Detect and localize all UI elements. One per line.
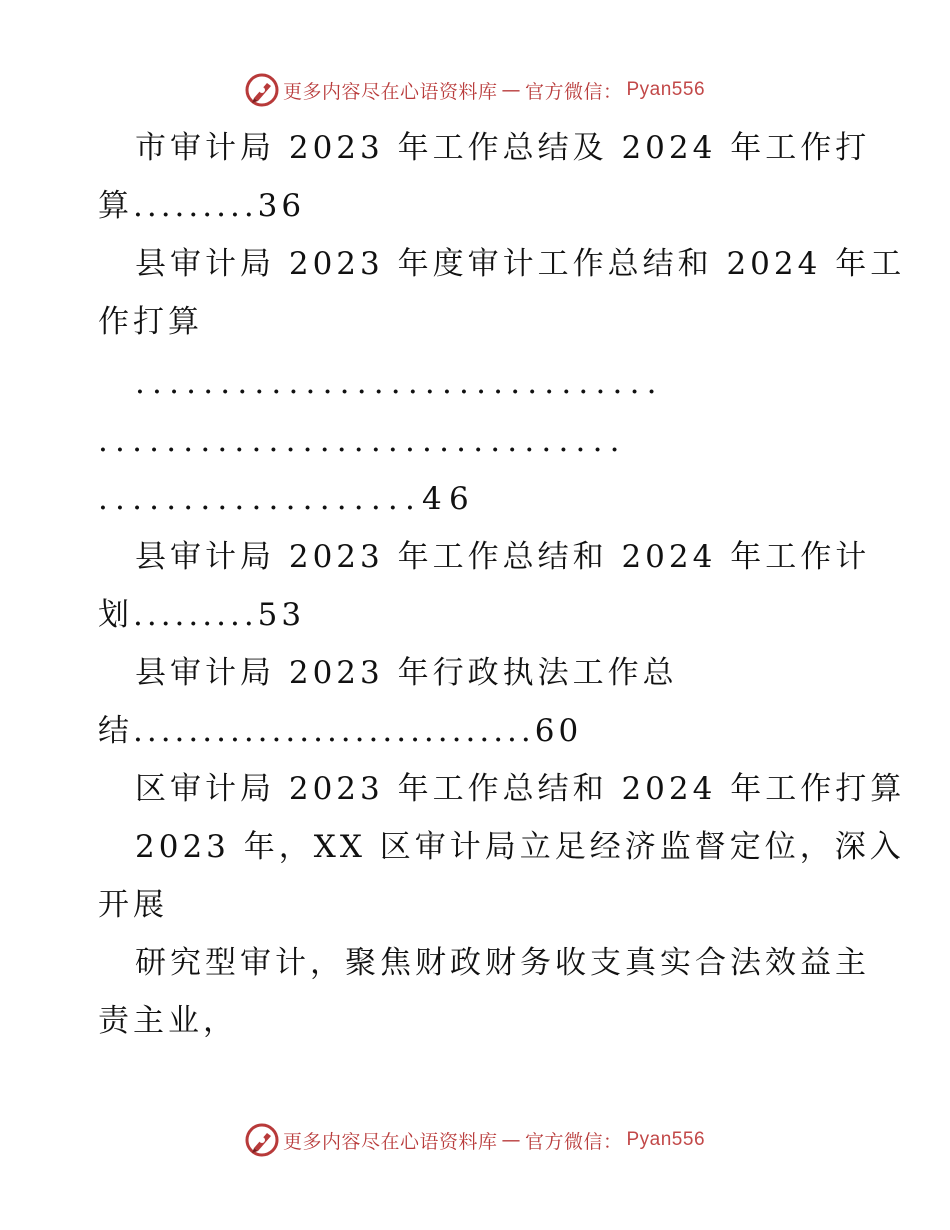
watermark-wechat-id: Pyan556 xyxy=(626,1129,706,1150)
watermark-main-text: 更多内容尽在心语资料库 xyxy=(282,1130,498,1153)
watermark-footer xyxy=(0,1120,950,1160)
toc-entry-2-line-2: 作打算 xyxy=(98,304,203,340)
toc-entry-2-dots-2: ............................... xyxy=(98,423,627,459)
pen-logo-icon xyxy=(245,73,279,107)
body-paragraph-line-3: 研究型审计，聚焦财政财务收支真实合法效益主 xyxy=(135,945,870,981)
toc-entry-4-line-1: 县审计局 2023 年行政执法工作总 xyxy=(135,655,678,691)
watermark-separator: — xyxy=(501,79,521,101)
toc-entry-3-line-2: 划.........53 xyxy=(98,597,306,633)
toc-entry-3-line-1: 县审计局 2023 年工作总结和 2024 年工作计 xyxy=(135,539,871,575)
toc-entry-2-dots-1: ............................... xyxy=(135,365,664,401)
pen-logo-icon xyxy=(245,1123,279,1157)
toc-entry-2-line-1: 县审计局 2023 年度审计工作总结和 2024 年工 xyxy=(135,246,906,282)
watermark-header xyxy=(0,70,950,110)
body-paragraph-line-4: 责主业， xyxy=(98,1003,238,1039)
toc-entry-1-line-2: 算.........36 xyxy=(98,188,306,224)
toc-entry-4-line-2: 结.............................60 xyxy=(98,713,583,749)
watermark-label: 官方微信： xyxy=(524,80,623,103)
toc-entry-1-line-1: 市审计局 2023 年工作总结及 2024 年工作打 xyxy=(135,130,871,166)
watermark-wechat-id: Pyan556 xyxy=(626,79,706,100)
toc-entry-2-dots-3: ...................46 xyxy=(98,481,476,517)
body-paragraph-line-2: 开展 xyxy=(98,887,168,923)
toc-entry-5-title: 区审计局 2023 年工作总结和 2024 年工作打算 xyxy=(135,771,906,807)
watermark-main-text: 更多内容尽在心语资料库 xyxy=(282,80,498,103)
watermark-separator: — xyxy=(501,1129,521,1151)
watermark-label: 官方微信： xyxy=(524,1130,623,1153)
body-paragraph-line-1: 2023 年，XX 区审计局立足经济监督定位，深入 xyxy=(135,829,905,865)
